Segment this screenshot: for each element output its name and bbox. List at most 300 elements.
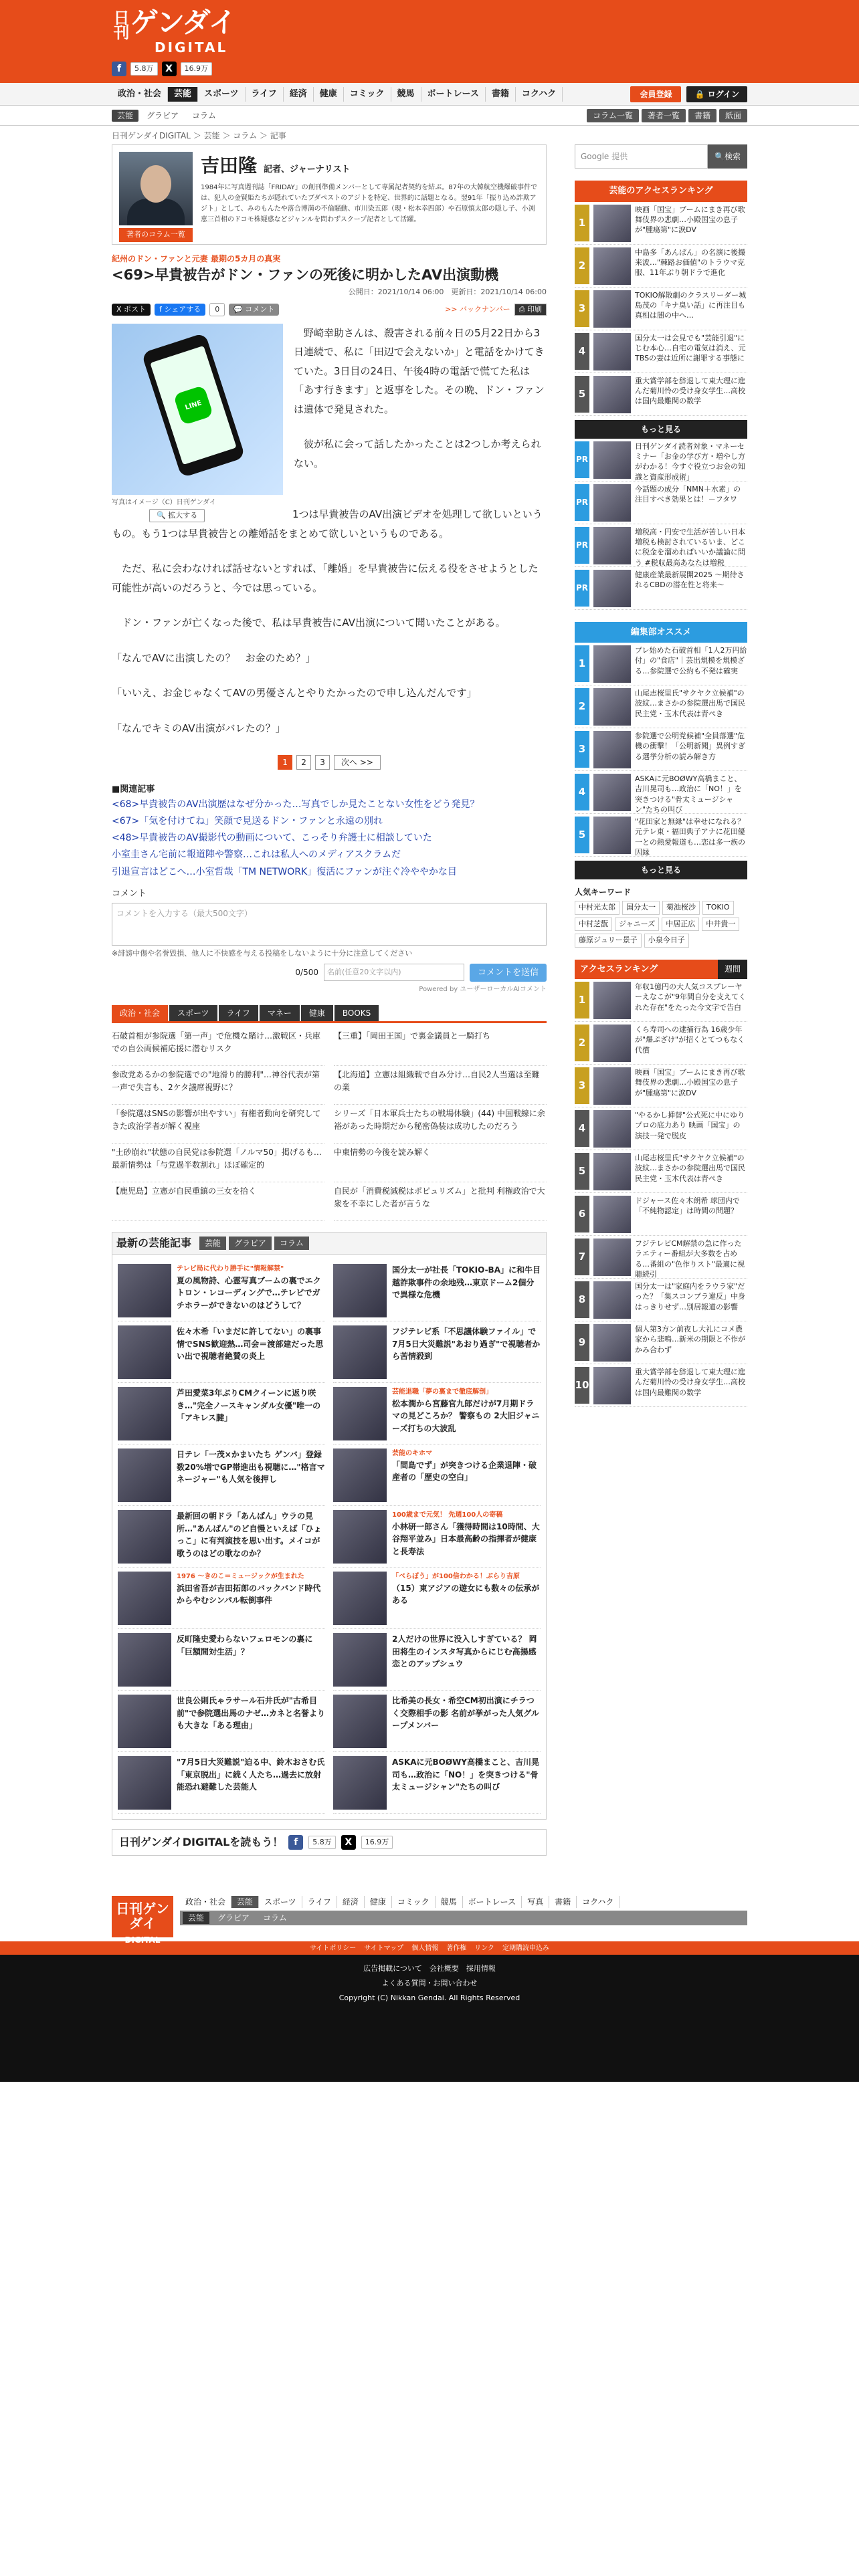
news-item[interactable]: 参政党あるかの参院選での"地滑り的勝利"…神谷代表が第一声で失言も、2ケタ議席視野に？ bbox=[112, 1066, 324, 1105]
footer-nav-item[interactable]: 競馬 bbox=[436, 1896, 463, 1908]
ranking-title: 重大賞学部を辞退して東大理に進んだ菊川怜の受け身女学生…高校は国内最難関の数学 bbox=[635, 1368, 745, 1397]
rank-number: 10 bbox=[575, 1367, 589, 1404]
page-3[interactable]: 3 bbox=[315, 755, 330, 770]
back-numbers-link[interactable]: >> バックナンバー bbox=[445, 304, 510, 314]
keyword-tag[interactable]: 小泉今日子 bbox=[644, 934, 689, 948]
article-thumbnail bbox=[118, 1325, 171, 1379]
latest-article-card[interactable] bbox=[333, 1383, 541, 1444]
pr-thumbnail bbox=[593, 484, 631, 522]
rank-number: 5 bbox=[575, 376, 589, 413]
tab-politics[interactable]: 政治・社会 bbox=[112, 1005, 168, 1021]
footer-subnav-item[interactable]: 芸能 bbox=[183, 1912, 209, 1924]
article-thumbnail bbox=[333, 1633, 387, 1687]
nav-economy[interactable]: 経済 bbox=[284, 87, 314, 102]
ranking-item[interactable] bbox=[575, 1321, 747, 1364]
ranking-thumbnail bbox=[593, 645, 631, 683]
pr-badge: PR bbox=[575, 527, 589, 564]
news-item[interactable]: "土砂崩れ"状態の自民党は参院選「ノルマ50」掲げるも…最新情勢は「与党過半数割れ」ほぼ確定的 bbox=[112, 1144, 324, 1182]
latest-article-title: 浜田省吾が吉田拓郎のバックバンド時代からやむシンパル転倒事件 bbox=[177, 1583, 321, 1606]
x-icon[interactable]: X bbox=[162, 62, 177, 76]
ranking-thumbnail bbox=[593, 1367, 631, 1404]
footer-nav-item[interactable]: ボートレース bbox=[463, 1896, 522, 1908]
ranking-item[interactable] bbox=[575, 1150, 747, 1193]
article-thumbnail bbox=[333, 1387, 387, 1440]
ranking-item[interactable] bbox=[575, 1279, 747, 1321]
latest-article-card[interactable] bbox=[118, 1260, 325, 1321]
latest-article-text bbox=[392, 1572, 541, 1624]
latest-article-card[interactable] bbox=[333, 1752, 541, 1814]
logo-sub: DIGITAL bbox=[155, 39, 228, 56]
tab-books[interactable]: BOOKS bbox=[335, 1005, 379, 1021]
ranking-item[interactable] bbox=[575, 1022, 747, 1065]
ranking-thumbnail bbox=[593, 731, 631, 768]
ranking-title: 映画「国宝」ブームにまき再び歌舞伎界の悲劇…小殿国宝の息子が"腫瘍第"に涙DV bbox=[635, 1068, 745, 1097]
latest-article-card[interactable] bbox=[118, 1383, 325, 1444]
printer-icon: ⎙ bbox=[518, 304, 525, 314]
footer-nav-item[interactable]: ライフ bbox=[302, 1896, 337, 1908]
nav-politics[interactable]: 政治・社会 bbox=[112, 87, 168, 102]
article-paragraph: 「いいえ、お金じゃなくてAVの男優さんとやりたかったので申し込んだんです」 bbox=[112, 687, 477, 700]
latest-tab-gravure[interactable]: グラビア bbox=[229, 1237, 272, 1250]
rank-number: 3 bbox=[575, 290, 589, 327]
site-logo[interactable] bbox=[110, 6, 235, 56]
nav-boatrace[interactable]: ボートレース bbox=[421, 87, 486, 102]
weekly-ranking-heading: アクセスランキング bbox=[575, 960, 718, 980]
ranking-title: "花田家と無縁"は幸せになれる？ 元テレ東・福田典子アナに花田優一との熱愛報道も…恋は多一族の因縁 bbox=[635, 817, 745, 857]
ranking-item[interactable] bbox=[575, 245, 747, 288]
rank-number: 5 bbox=[575, 1153, 589, 1190]
subnav-author-list[interactable]: 著者一覧 bbox=[642, 109, 686, 122]
rank-number: 3 bbox=[575, 731, 589, 768]
zoom-button[interactable]: 🔍 拡大する bbox=[149, 509, 205, 523]
pr-title: 今話題の成分「NMN＋水素」の注目すべき効果とは！－フタワ bbox=[635, 484, 741, 504]
news-item[interactable]: 石破首相が参院選「第一声」で危機な賭け…激戦区・兵庫での自公両候補応援に潜むリスク bbox=[112, 1027, 324, 1066]
x-count: 16.9万 bbox=[181, 62, 213, 76]
subnav-books[interactable]: 書籍 bbox=[688, 109, 717, 122]
footer-nav-item[interactable]: 書籍 bbox=[549, 1896, 577, 1908]
ranking-thumbnail bbox=[593, 1153, 631, 1190]
ranking-item[interactable] bbox=[575, 1236, 747, 1279]
rank-number: 1 bbox=[575, 645, 589, 682]
keyword-tag[interactable]: 中居正広 bbox=[662, 918, 699, 932]
rank-number: 6 bbox=[575, 1196, 589, 1232]
pr-title: 増税高・円安で生活が苦しい日本 増税も検討されているいま、どこに税金を溜めればいいか議論に問う #税収最高あなたは増税 bbox=[635, 527, 745, 567]
ranking-item[interactable] bbox=[575, 1193, 747, 1236]
more-button[interactable]: もっと見る bbox=[575, 861, 747, 879]
article-thumbnail bbox=[333, 1510, 387, 1564]
footer-links[interactable]: 広告掲載について 会社概要 採用情報 bbox=[363, 1964, 496, 1973]
article-tag: 芸能退職「夢の裏まで徹底解剖」 bbox=[392, 1388, 492, 1396]
access-ranking-heading: 芸能のアクセスランキング bbox=[575, 181, 747, 202]
article-thumbnail bbox=[118, 1387, 171, 1440]
ranking-item[interactable] bbox=[575, 685, 747, 728]
latest-article-card[interactable] bbox=[118, 1444, 325, 1506]
article-date: 公開日：2021/10/14 06:00 更新日：2021/10/14 06:00 bbox=[348, 288, 547, 297]
rank-number: 2 bbox=[575, 247, 589, 284]
latest-article-title: 比希美の長女・希空CM初出演にチラつく交際相手の影 名前が挙がった人気グループメンバー bbox=[392, 1696, 539, 1731]
article-title: <69>早貴被告がドン・ファンの死後に明かしたAV出演動機 bbox=[112, 267, 499, 283]
footer-bar-link[interactable]: リンク bbox=[474, 1944, 495, 1952]
related-link[interactable]: <68>早貴被告のAV出演歴はなぜ分かった…写真でしか見たことない女性をどう発見？ bbox=[112, 798, 480, 810]
nav-entertainment[interactable]: 芸能 bbox=[168, 87, 198, 102]
nav-health[interactable]: 健康 bbox=[314, 87, 344, 102]
latest-article-title: フジテレビ系「不思議体験ファイル」で7月5日大災難説"あおり過ぎ"で視聴者から苦情殺到 bbox=[392, 1327, 541, 1362]
rank-number: 5 bbox=[575, 817, 589, 853]
latest-article-card[interactable] bbox=[118, 1321, 325, 1383]
ranking-thumbnail bbox=[593, 333, 631, 370]
ranking-item[interactable] bbox=[575, 288, 747, 330]
ranking-title: プレ始めた石破首相「1人2万円給付」の"食店"｜芸出規模を規模ざる…参院選で公約も不発は確実 bbox=[635, 646, 747, 675]
magnifier-icon: 🔍 bbox=[157, 510, 166, 520]
tab-health[interactable]: 健康 bbox=[301, 1005, 333, 1021]
latest-article-title: ASKAに元BOØWY高橋まこと、吉川晃司も…政治に「NO！」を突きつける"骨太ミュージシャン"たちの叫び bbox=[392, 1757, 539, 1792]
rank-number: 3 bbox=[575, 1067, 589, 1104]
site-footer bbox=[0, 1896, 859, 2082]
subnav-gravure[interactable]: グラビア bbox=[147, 111, 179, 120]
ranking-thumbnail bbox=[593, 376, 631, 413]
article-thumbnail bbox=[118, 1572, 171, 1625]
rank-number: 4 bbox=[575, 333, 589, 370]
social-counts bbox=[112, 62, 212, 76]
latest-article-text bbox=[177, 1387, 325, 1440]
login-button[interactable] bbox=[686, 86, 747, 102]
ranking-item[interactable] bbox=[575, 814, 747, 857]
latest-article-title: 松本潤から宮藤官九郎だけが7月期ドラマの見どころか？ 警察もの 2大旧ジャニーズ打ちの大波乱 bbox=[392, 1398, 540, 1433]
keyword-tag[interactable]: TOKIO bbox=[702, 901, 734, 915]
facebook-share-button[interactable]: f シェアする bbox=[155, 304, 205, 316]
article-paragraph: ドン・ファンが亡くなった後で、私は早貴被告にAV出演について聞いたことがある。 bbox=[122, 617, 506, 629]
footer-nav-item[interactable]: 写真 bbox=[522, 1896, 549, 1908]
news-item[interactable]: 中東情勢の今後を読み解く bbox=[334, 1144, 547, 1182]
subnav-column-list[interactable]: コラム一覧 bbox=[587, 109, 639, 122]
subnav-entertainment[interactable]: 芸能 bbox=[112, 110, 138, 122]
rank-number: 2 bbox=[575, 1025, 589, 1061]
footer-nav-item[interactable]: スポーツ bbox=[259, 1896, 302, 1908]
rank-number: 8 bbox=[575, 1281, 589, 1318]
latest-article-card[interactable] bbox=[118, 1752, 325, 1814]
footer-subnav-item[interactable]: グラビア bbox=[217, 1913, 250, 1923]
ranking-title: 重大賞学部を辞退して東大理に進んだ菊川怜の受け身女学生…高校は国内最難関の数学 bbox=[635, 376, 745, 406]
author-title: 記者、ジャーナリスト bbox=[264, 165, 351, 175]
author-name: 吉田隆 bbox=[201, 154, 258, 177]
powered-by: Powered by ユーザーローカルAIコメント bbox=[419, 986, 547, 994]
pr-thumbnail bbox=[593, 527, 631, 564]
pagination bbox=[112, 755, 547, 770]
site-search bbox=[575, 144, 747, 169]
latest-article-card[interactable] bbox=[333, 1506, 541, 1568]
nav-life[interactable]: ライフ bbox=[246, 87, 284, 102]
ranking-title: 中島多「あんぱん」の名演に後撮来波…"棘路お価値"のトラウマ克服、11年ぶり朝ドラで進化 bbox=[635, 247, 745, 278]
ranking-title: "やるかし挿替"公式死に中にゆりプロの底力あり 映画「国宝」の演技一発で脱皮 bbox=[635, 1111, 745, 1140]
rank-number: 9 bbox=[575, 1324, 589, 1361]
author-box bbox=[112, 144, 547, 245]
news-item[interactable]: 【北海道】立憲は組織戦で自み分け…自民2人当選は至難の業 bbox=[334, 1066, 547, 1105]
footer-bar-link[interactable]: 個人情報 bbox=[411, 1944, 439, 1952]
ranking-thumbnail bbox=[593, 1281, 631, 1319]
latest-article-title: 「間島でず」が突きつける企業退陣・破産者の「歴史の空白」 bbox=[392, 1460, 537, 1483]
search-input[interactable]: Google 提供 bbox=[575, 144, 708, 169]
ranking-title: 国分太一は"家庭内をラウラ家"だった？「集スコンプラ違反」中身はっきりせず…別居報道の影響 bbox=[635, 1282, 745, 1311]
pr-title: 健康産業最新展開2025 ～期待されるCBDの潜在性と将来～ bbox=[635, 570, 745, 589]
subnav-paper[interactable]: 紙面 bbox=[719, 109, 747, 122]
pr-item[interactable] bbox=[575, 567, 747, 610]
nav-kokuhaku[interactable]: コクハク bbox=[516, 87, 563, 102]
rank-number: 1 bbox=[575, 982, 589, 1018]
latest-article-text bbox=[177, 1264, 325, 1317]
ranking-thumbnail bbox=[593, 1110, 631, 1148]
pr-title: 日刊ゲンダイ読者対象・マネーセミナー「お金の学び方・増やし方がわかる！今すぐ役立つお金の知識と資産形成術」 bbox=[635, 441, 745, 481]
article-paragraph: 彼が私に会って話したかったことは2つしか考えられない。 bbox=[294, 438, 541, 469]
latest-article-title: （15）東アジアの遊女にも数々の伝承がある bbox=[392, 1583, 540, 1606]
page-2[interactable]: 2 bbox=[296, 755, 311, 770]
ranking-item[interactable] bbox=[575, 979, 747, 1022]
facebook-count: 5.8万 bbox=[308, 1836, 336, 1849]
latest-article-card[interactable] bbox=[333, 1568, 541, 1629]
article-thumbnail bbox=[118, 1264, 171, 1317]
more-button[interactable]: もっと見る bbox=[575, 420, 747, 439]
pr-item[interactable] bbox=[575, 439, 747, 481]
logo-top: 日刊 bbox=[110, 9, 130, 39]
news-item[interactable]: 【三重】「岡田王国」で裏金議員と一騎打ち bbox=[334, 1027, 547, 1066]
print-button[interactable]: ⎙ 印刷 bbox=[514, 304, 547, 316]
article-thumbnail bbox=[333, 1448, 387, 1502]
latest-article-text bbox=[392, 1448, 541, 1501]
comment-button[interactable]: 💬 コメント bbox=[229, 304, 279, 316]
keyword-tag[interactable]: 中村光太郎 bbox=[575, 901, 619, 915]
read-banner bbox=[112, 1829, 547, 1856]
comment-char-count: 0/500 bbox=[295, 968, 318, 978]
footer-faq[interactable]: よくある質問・お問い合わせ bbox=[381, 1979, 478, 1988]
ranking-thumbnail bbox=[593, 1239, 631, 1276]
keyword-tag[interactable]: 中村芝翫 bbox=[575, 918, 612, 932]
related-link[interactable]: <67>「気を付けてね」笑顔で見送るドン・ファンと永遠の別れ bbox=[112, 815, 383, 827]
news-item[interactable]: 自民が「消費税減税はポピュリズム」と批判 利権政治で大衆を不幸にした者が言うな bbox=[334, 1182, 547, 1221]
latest-article-text bbox=[392, 1325, 541, 1378]
pr-item[interactable] bbox=[575, 481, 747, 524]
member-register-button[interactable]: 会員登録 bbox=[630, 86, 681, 102]
ranking-item[interactable] bbox=[575, 330, 747, 373]
related-link[interactable]: 引退宣言はどこへ…小室哲哉「TM NETWORK」復活にファンが注ぐ冷ややかな目 bbox=[112, 866, 457, 877]
latest-article-title: 反町隆史愛わらないフェロモンの裏に「巨額間対生活」？ bbox=[177, 1634, 313, 1656]
footer-nav-item[interactable]: 経済 bbox=[337, 1896, 365, 1908]
line-app-icon: LINE bbox=[173, 385, 213, 425]
ranking-item[interactable] bbox=[575, 1364, 747, 1407]
related-list bbox=[112, 796, 547, 881]
ranking-item[interactable] bbox=[575, 202, 747, 245]
comment-textarea[interactable]: コメントを入力する（最大500文字） bbox=[112, 903, 547, 946]
latest-article-card[interactable] bbox=[333, 1260, 541, 1321]
article-paragraph: 1つは早貴被告のAV出演ビデオを処理して欲しいというもの。もう1つは早貴被告との離婚話をまとめて欲しいというものである。 bbox=[112, 508, 543, 540]
ranking-thumbnail bbox=[593, 982, 631, 1019]
keywords-heading: 人気キーワード bbox=[575, 887, 632, 897]
author-photo bbox=[119, 152, 193, 225]
ranking-title: TOKIO解散劇のクラスリーダー城島茂の「キナ臭い話」に再注目も真相は闇の中へ… bbox=[635, 290, 747, 320]
author-column-button[interactable]: 著者のコラム一覧 bbox=[119, 228, 193, 242]
logo-main: ゲンダイ bbox=[130, 6, 235, 39]
keyword-tag[interactable]: 中井貴一 bbox=[702, 918, 739, 932]
rank-number: 1 bbox=[575, 205, 589, 241]
author-bio: 1984年に写真週刊誌「FRIDAY」の創刊準備メンバーとして専属記者契約を結ぶ。87年の大韓航空機爆破事件では、犯人の金賢姫たちが隠れていたブダペストのアジトを特定、世界的に話題となる。翌91年「振り込め詐欺アジト」として、みのもんたや落合博満の不倫騒動、市川染五郎（現・松本幸四郎）や石原慎太郎の隠し子、小渕恵三首相のドコモ株疑惑などジャンルを問わずスクープ記者として活躍。 bbox=[201, 184, 538, 223]
facebook-icon[interactable]: f bbox=[288, 1835, 303, 1850]
ranking-item[interactable] bbox=[575, 373, 747, 416]
smartphone-image bbox=[141, 332, 246, 477]
footer-nav-item[interactable]: コミック bbox=[392, 1896, 436, 1908]
rank-number: 2 bbox=[575, 688, 589, 725]
comment-note: ※誹謗中傷や名誉毀損、他人に不快感を与える投稿をしないように十分に注意してください bbox=[112, 949, 413, 958]
latest-article-text bbox=[392, 1695, 541, 1747]
next-page-button[interactable]: 次へ >> bbox=[334, 755, 381, 770]
ranking-item[interactable] bbox=[575, 643, 747, 685]
related-link[interactable]: <48>早貴被告のAV撮影代の動画について、こっそり弁護士に相談していた bbox=[112, 833, 432, 844]
photo-caption: 写真はイメージ（C）日刊ゲンダイ bbox=[112, 498, 216, 506]
pr-thumbnail bbox=[593, 441, 631, 479]
ranking-thumbnail bbox=[593, 290, 631, 328]
latest-article-card[interactable] bbox=[333, 1321, 541, 1383]
search-icon: 🔍 bbox=[714, 152, 725, 161]
latest-heading: 最新の芸能記事 bbox=[116, 1237, 192, 1250]
latest-article-card[interactable] bbox=[333, 1444, 541, 1506]
ranking-title: くら寿司への逮捕行為 16歳少年が"爆ぷざけ"が招くとてつもなく代償 bbox=[635, 1025, 745, 1055]
footer-bar-link[interactable]: サイトマップ bbox=[364, 1944, 404, 1952]
latest-article-card[interactable] bbox=[118, 1568, 325, 1629]
ranking-item[interactable] bbox=[575, 771, 747, 814]
nav-books[interactable]: 書籍 bbox=[486, 87, 516, 102]
subnav-column[interactable]: コラム bbox=[192, 111, 216, 120]
article-photo[interactable] bbox=[112, 324, 283, 495]
footer-bar-link[interactable]: 著作権 bbox=[446, 1944, 467, 1952]
footer-bar-link[interactable]: サイトポリシー bbox=[309, 1944, 357, 1952]
nav-comic[interactable]: コミック bbox=[344, 87, 391, 102]
nav-sports[interactable]: スポーツ bbox=[198, 87, 245, 102]
footer-nav-item[interactable]: 政治・社会 bbox=[180, 1896, 231, 1908]
pr-item[interactable] bbox=[575, 524, 747, 567]
tab-money[interactable]: マネー bbox=[260, 1005, 300, 1021]
latest-article-card[interactable] bbox=[333, 1691, 541, 1752]
pr-badge: PR bbox=[575, 441, 589, 478]
latest-tab-column[interactable]: コラム bbox=[274, 1237, 309, 1250]
latest-article-title: 佐々木希「いまだに許してない」の裏事情でSNS歓迎熱…司会＝渡部建だった思い出で視聴者絶賛の炎上 bbox=[177, 1327, 324, 1362]
keyword-tag[interactable]: ジャニーズ bbox=[615, 918, 659, 932]
latest-article-card[interactable] bbox=[118, 1691, 325, 1752]
footer-nav-item[interactable]: 健康 bbox=[365, 1896, 392, 1908]
footer-bar-link[interactable]: 定期購読申込み bbox=[502, 1944, 550, 1952]
article-thumbnail bbox=[333, 1695, 387, 1748]
ranking-thumbnail bbox=[593, 205, 631, 242]
latest-article-card[interactable] bbox=[118, 1506, 325, 1568]
ranking-thumbnail bbox=[593, 1324, 631, 1362]
ranking-thumbnail bbox=[593, 1196, 631, 1233]
pr-badge: PR bbox=[575, 570, 589, 607]
sidebar bbox=[575, 144, 747, 1856]
rank-number: 4 bbox=[575, 1110, 589, 1147]
ranking-title: 山尾志桜里氏"サクヤク立候補"の波紋…まさかの参院選出馬で国民民主党・玉木代表は青ぺき bbox=[635, 689, 745, 718]
share-bar bbox=[112, 302, 547, 317]
keyword-tag[interactable]: 藤原ジュリー景子 bbox=[575, 934, 642, 948]
keyword-tag[interactable]: 菊池桜沙 bbox=[662, 901, 700, 915]
article-thumbnail bbox=[333, 1756, 387, 1810]
keyword-tag[interactable]: 国分太一 bbox=[622, 901, 660, 915]
latest-article-title: 2人だけの世界に没入しすぎている？ 岡田将生のインスタ写真からにじむ高揚感恋とのアップシュウ bbox=[392, 1634, 537, 1669]
nav-horse[interactable]: 競馬 bbox=[391, 87, 421, 102]
tab-sports[interactable]: スポーツ bbox=[169, 1005, 217, 1021]
latest-article-text bbox=[177, 1325, 325, 1378]
footer-logo[interactable]: 日刊ゲンダイ DIGITAL bbox=[112, 1896, 173, 1937]
post-x-button[interactable]: X ポスト bbox=[112, 304, 151, 316]
comment-label: コメント bbox=[112, 888, 147, 899]
comment-name-input[interactable]: 名前(任意20文字以内) bbox=[324, 964, 464, 981]
ranking-item[interactable] bbox=[575, 1107, 747, 1150]
article-thumbnail bbox=[118, 1756, 171, 1810]
footer-nav-item[interactable]: コクハク bbox=[577, 1896, 619, 1908]
article-thumbnail bbox=[118, 1510, 171, 1564]
sub-nav bbox=[0, 106, 859, 126]
article-paragraph: 「なんでAVに出演したの？ お金のため？」 bbox=[112, 651, 316, 664]
ranking-thumbnail bbox=[593, 1025, 631, 1062]
article-paragraph: 「なんでキミのAV出演がバレたの？」 bbox=[112, 722, 286, 734]
footer-nav-item[interactable]: 芸能 bbox=[231, 1896, 259, 1908]
latest-article-text bbox=[177, 1448, 325, 1501]
series-title[interactable]: 紀州のドン・ファンと元妻 最期の5カ月の真実 bbox=[112, 254, 281, 263]
weekly-tab[interactable]: 週間 bbox=[718, 960, 747, 980]
page-1[interactable]: 1 bbox=[278, 755, 292, 770]
latest-article-card[interactable] bbox=[333, 1629, 541, 1691]
latest-article-text bbox=[392, 1387, 541, 1440]
article-tag: テレビ局に代わり勝手に"情報解禁" bbox=[177, 1265, 284, 1273]
latest-article-text bbox=[177, 1633, 325, 1686]
main-column bbox=[112, 144, 547, 1856]
ranking-title: ドジャース佐々木朗希 球団内で「不純物認定」は時間の問題？ bbox=[635, 1196, 740, 1216]
article-thumbnail bbox=[118, 1695, 171, 1748]
latest-article-title: 夏の風物詩、心霊写真ブームの裏でエクトロン・レコーディングで…テレビでガチホラーができないのはどうして？ bbox=[177, 1275, 321, 1310]
category-tabs bbox=[112, 1005, 547, 1023]
latest-article-card[interactable] bbox=[118, 1629, 325, 1691]
latest-article-title: 日テレ「一茂×かまいたち ゲンバ」登録数20%増でGP帯進出も視聴に…"格言マネージャー"も人気を後押し bbox=[177, 1450, 325, 1485]
article-tag: 100歳まで元気！ 先週100人の寄稿 bbox=[392, 1511, 503, 1519]
latest-tab-entertainment[interactable]: 芸能 bbox=[199, 1237, 226, 1250]
article-tag: 「べらぼう」が100倍わかる！ぶらり吉原 bbox=[392, 1573, 520, 1581]
rank-number: 4 bbox=[575, 774, 589, 811]
ranking-item[interactable] bbox=[575, 728, 747, 771]
ranking-title: 国分太一は会見でも"芸能引退"にじむ本心…自宅の電気は消え、元TBSの妻は近所に謝罪する事態に bbox=[635, 333, 746, 363]
copyright: Copyright (C) Nikkan Gendai. All Rights Reserved bbox=[339, 1994, 520, 2003]
latest-article-title: 小林研一郎さん「獲得時間は10時間、大谷翔平並み」日本最高齢の指揮者が健康と長寿法 bbox=[392, 1521, 540, 1556]
latest-article-text bbox=[392, 1756, 541, 1809]
ranking-item[interactable] bbox=[575, 1065, 747, 1107]
x-icon[interactable]: X bbox=[341, 1835, 356, 1850]
news-item[interactable]: 「参院選はSNSの影響が出やすい」有権者動向を研究してきた政治学者が解く視座 bbox=[112, 1105, 324, 1144]
comment-send-button[interactable]: コメントを送信 bbox=[470, 964, 547, 982]
tab-life[interactable]: ライフ bbox=[219, 1005, 258, 1021]
latest-article-text bbox=[177, 1510, 325, 1563]
news-item[interactable]: シリーズ「日本軍兵士たちの戦場体験」(44) 中国戦線に余裕があった時期だから秘密偽装は成功したのだろう bbox=[334, 1105, 547, 1144]
x-count: 16.9万 bbox=[361, 1836, 393, 1849]
site-header bbox=[0, 0, 859, 83]
category-news-list bbox=[112, 1027, 547, 1221]
latest-article-title: 世良公則氏ゃラサール石井氏が"古希目前"で参院選出馬のナゼ…カネと名誉よりも大きな「ある理由」 bbox=[177, 1696, 325, 1731]
breadcrumb[interactable]: 日刊ゲンダイDIGITAL ＞ 芸能 ＞ コラム ＞ 記事 bbox=[112, 131, 286, 140]
footer-subnav-item[interactable]: コラム bbox=[263, 1913, 287, 1923]
news-item[interactable]: 【鹿児島】立憲が自民重鎮の三女を拾く bbox=[112, 1182, 324, 1221]
share-count: 0 bbox=[209, 303, 225, 317]
related-link[interactable]: 小室圭さん宅前に報道陣や警察…これは私人へのメディアスクラムだ bbox=[112, 849, 401, 861]
latest-article-text bbox=[392, 1264, 541, 1317]
latest-article-text bbox=[177, 1756, 325, 1809]
facebook-icon[interactable]: f bbox=[112, 62, 126, 76]
article-thumbnail bbox=[118, 1633, 171, 1687]
latest-article-title: 最新回の朝ドラ「あんぱん」ウラの見所…"あんぱん"のど自慢といえば「ひょっこ」に有判演技を思い出す。メイコが歌うのはどの歌なのか？ bbox=[177, 1511, 322, 1559]
ranking-title: 映画「国宝」ブームにまき再び歌舞伎界の悲劇…小殿国宝の息子が"腫瘍第"に涙DV bbox=[635, 205, 745, 235]
search-button[interactable]: 🔍検索 bbox=[708, 144, 747, 169]
